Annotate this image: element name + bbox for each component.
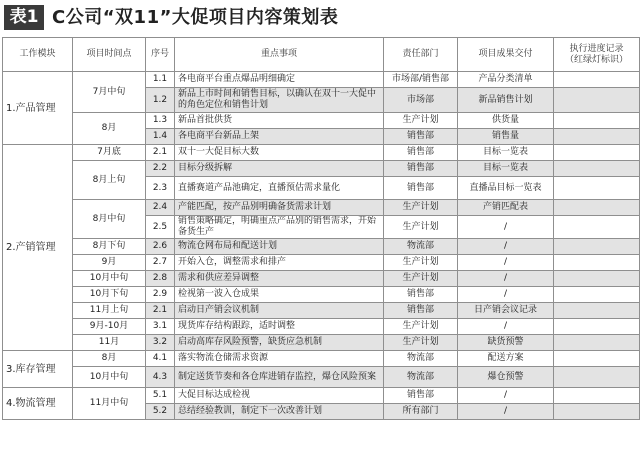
- dept-cell: 生产计划: [384, 335, 458, 351]
- item-cell: 双十一大促目标大数: [175, 145, 384, 161]
- no-cell: 1.1: [146, 72, 175, 88]
- item-cell: 现货库存结构跟踪，适时调整: [175, 319, 384, 335]
- time-cell: 8月: [73, 113, 146, 145]
- no-cell: 2.4: [146, 200, 175, 216]
- progress-cell: [554, 216, 640, 239]
- dept-cell: 生产计划: [384, 271, 458, 287]
- no-cell: 2.9: [146, 287, 175, 303]
- item-cell: 物流仓网布局和配送计划: [175, 239, 384, 255]
- progress-cell: [554, 303, 640, 319]
- module-cell: 4.物流管理: [3, 388, 73, 420]
- time-cell: 8月上旬: [73, 161, 146, 200]
- progress-cell: [554, 335, 640, 351]
- dept-cell: 市场部/销售部: [384, 72, 458, 88]
- table-badge: 表1: [4, 5, 44, 30]
- progress-cell: [554, 200, 640, 216]
- header-module: 工作模块: [3, 38, 73, 72]
- no-cell: 2.6: [146, 239, 175, 255]
- no-cell: 2.5: [146, 216, 175, 239]
- no-cell: 1.2: [146, 88, 175, 113]
- deliver-cell: 产销匹配表: [458, 200, 554, 216]
- time-cell: 7月底: [73, 145, 146, 161]
- no-cell: 1.3: [146, 113, 175, 129]
- deliver-cell: /: [458, 404, 554, 420]
- table-row: [3, 145, 640, 161]
- no-cell: 5.2: [146, 404, 175, 420]
- dept-cell: 生产计划: [384, 216, 458, 239]
- no-cell: 3.1: [146, 319, 175, 335]
- time-cell: 9月: [73, 255, 146, 271]
- no-cell: 3.2: [146, 335, 175, 351]
- progress-cell: [554, 88, 640, 113]
- no-cell: 2.1: [146, 145, 175, 161]
- table-row: [3, 287, 640, 303]
- dept-cell: 物流部: [384, 367, 458, 388]
- time-cell: 8月中旬: [73, 200, 146, 239]
- table-row: [3, 161, 640, 177]
- time-cell: 8月下旬: [73, 239, 146, 255]
- table-row: [3, 335, 640, 351]
- deliver-cell: 目标一览表: [458, 161, 554, 177]
- item-cell: 检视第一波入仓成果: [175, 287, 384, 303]
- deliver-cell: /: [458, 271, 554, 287]
- header-no: 序号: [146, 38, 175, 72]
- dept-cell: 销售部: [384, 129, 458, 145]
- progress-cell: [554, 351, 640, 367]
- header-time: 项目时间点: [73, 38, 146, 72]
- item-cell: 直播赛道产品池确定，直播预估需求量化: [175, 177, 384, 200]
- time-cell: 7月中旬: [73, 72, 146, 113]
- table-row: [3, 303, 640, 319]
- deliver-cell: 供货量: [458, 113, 554, 129]
- no-cell: 2.2: [146, 161, 175, 177]
- time-cell: 11月上旬: [73, 303, 146, 319]
- dept-cell: 所有部门: [384, 404, 458, 420]
- deliver-cell: /: [458, 239, 554, 255]
- dept-cell: 生产计划: [384, 200, 458, 216]
- deliver-cell: 缺货预警: [458, 335, 554, 351]
- progress-cell: [554, 255, 640, 271]
- table-row: [3, 351, 640, 367]
- item-cell: 新品上市时间和销售目标，以确认在双十一大促中的角色定位和销售计划: [175, 88, 384, 113]
- deliver-cell: 新品销售计划: [458, 88, 554, 113]
- item-cell: 各电商平台新品上架: [175, 129, 384, 145]
- module-cell: 2.产销管理: [3, 145, 73, 351]
- plan-table: [2, 37, 640, 420]
- no-cell: 5.1: [146, 388, 175, 404]
- progress-cell: [554, 129, 640, 145]
- table-row: [3, 271, 640, 287]
- item-cell: 启动高库存风险预警，缺货应急机制: [175, 335, 384, 351]
- header-deliver: 项目成果交付: [458, 38, 554, 72]
- item-cell: 总结经验教训，制定下一次改善计划: [175, 404, 384, 420]
- time-cell: 11月中旬: [73, 388, 146, 420]
- dept-cell: 物流部: [384, 239, 458, 255]
- dept-cell: 销售部: [384, 303, 458, 319]
- item-cell: 制定送货节奏和各仓库进销存监控，爆仓风险预案: [175, 367, 384, 388]
- dept-cell: 生产计划: [384, 319, 458, 335]
- deliver-cell: 销售量: [458, 129, 554, 145]
- no-cell: 2.8: [146, 271, 175, 287]
- table-row: [3, 200, 640, 216]
- header-dept: 责任部门: [384, 38, 458, 72]
- table-row: [3, 319, 640, 335]
- item-cell: 新品首批供货: [175, 113, 384, 129]
- table-row: [3, 255, 640, 271]
- no-cell: 4.1: [146, 351, 175, 367]
- module-cell: 1.产品管理: [3, 72, 73, 145]
- title-bar: [0, 0, 640, 36]
- table-body: [3, 72, 640, 420]
- deliver-cell: /: [458, 319, 554, 335]
- item-cell: 大促目标达成检视: [175, 388, 384, 404]
- table-row: [3, 113, 640, 129]
- no-cell: 2.7: [146, 255, 175, 271]
- dept-cell: 销售部: [384, 145, 458, 161]
- time-cell: 9月-10月: [73, 319, 146, 335]
- no-cell: 4.3: [146, 367, 175, 388]
- progress-cell: [554, 177, 640, 200]
- progress-cell: [554, 388, 640, 404]
- deliver-cell: /: [458, 255, 554, 271]
- progress-cell: [554, 319, 640, 335]
- item-cell: 目标分级拆解: [175, 161, 384, 177]
- progress-cell: [554, 287, 640, 303]
- deliver-cell: 目标一览表: [458, 145, 554, 161]
- deliver-cell: 爆仓预警: [458, 367, 554, 388]
- progress-cell: [554, 72, 640, 88]
- module-cell: 3.库存管理: [3, 351, 73, 388]
- progress-cell: [554, 271, 640, 287]
- deliver-cell: /: [458, 216, 554, 239]
- deliver-cell: 直播品目标一览表: [458, 177, 554, 200]
- progress-cell: [554, 161, 640, 177]
- table-header-row: [3, 38, 640, 72]
- progress-cell: [554, 404, 640, 420]
- dept-cell: 生产计划: [384, 113, 458, 129]
- item-cell: 落实物流仓储需求资源: [175, 351, 384, 367]
- header-item: 重点事项: [175, 38, 384, 72]
- item-cell: 开始入仓，调整需求和排产: [175, 255, 384, 271]
- progress-cell: [554, 239, 640, 255]
- table-row: [3, 239, 640, 255]
- time-cell: 10月下旬: [73, 287, 146, 303]
- time-cell: 11月: [73, 335, 146, 351]
- dept-cell: 销售部: [384, 177, 458, 200]
- item-cell: 产能匹配，按产品别明确备货需求计划: [175, 200, 384, 216]
- deliver-cell: 日产销会议记录: [458, 303, 554, 319]
- no-cell: 2.1: [146, 303, 175, 319]
- item-cell: 各电商平台重点爆品明细确定: [175, 72, 384, 88]
- table-row: [3, 72, 640, 88]
- time-cell: 10月中旬: [73, 367, 146, 388]
- progress-cell: [554, 113, 640, 129]
- table-row: [3, 388, 640, 404]
- time-cell: 8月: [73, 351, 146, 367]
- dept-cell: 物流部: [384, 351, 458, 367]
- no-cell: 2.3: [146, 177, 175, 200]
- page-title: C公司“双11”大促项目内容策划表: [52, 7, 339, 28]
- item-cell: 启动日产销会议机制: [175, 303, 384, 319]
- dept-cell: 销售部: [384, 287, 458, 303]
- dept-cell: 销售部: [384, 161, 458, 177]
- time-cell: 10月中旬: [73, 271, 146, 287]
- deliver-cell: /: [458, 287, 554, 303]
- table-row: [3, 367, 640, 388]
- deliver-cell: 产品分类清单: [458, 72, 554, 88]
- header-progress: 执行进度记录 （红绿灯标识）: [554, 38, 640, 72]
- dept-cell: 生产计划: [384, 255, 458, 271]
- dept-cell: 销售部: [384, 388, 458, 404]
- dept-cell: 市场部: [384, 88, 458, 113]
- deliver-cell: /: [458, 388, 554, 404]
- progress-cell: [554, 145, 640, 161]
- item-cell: 销售策略确定，明确重点产品别的销售需求，开始备货生产: [175, 216, 384, 239]
- deliver-cell: 配送方案: [458, 351, 554, 367]
- progress-cell: [554, 367, 640, 388]
- no-cell: 1.4: [146, 129, 175, 145]
- item-cell: 需求和供应差异调整: [175, 271, 384, 287]
